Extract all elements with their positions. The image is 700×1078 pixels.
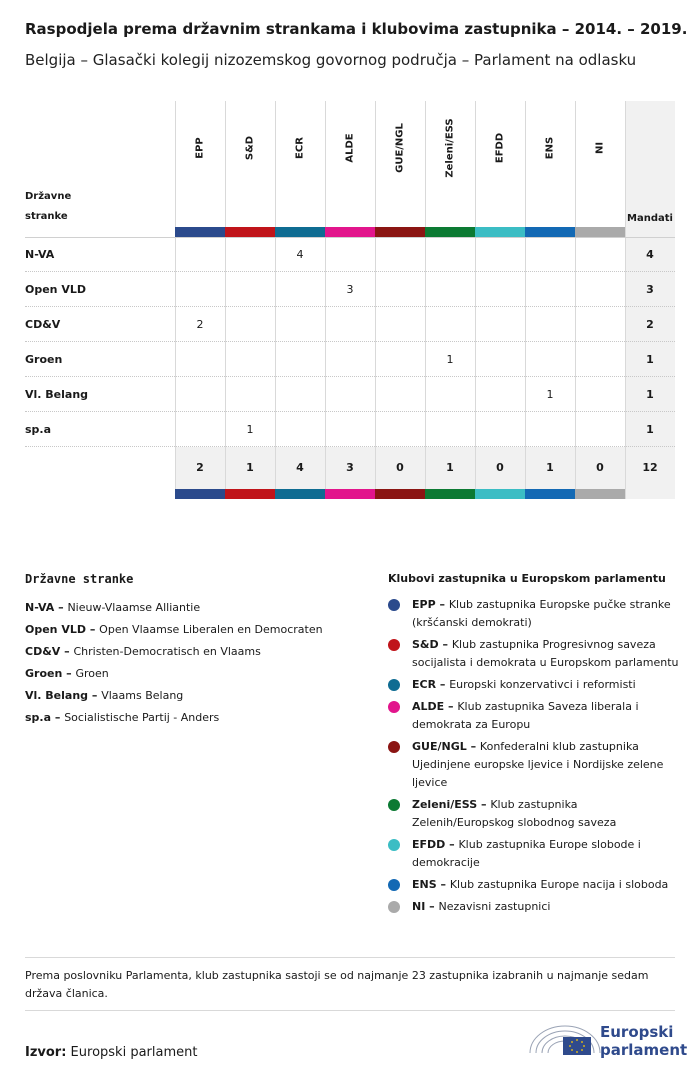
group-header-label: ALDE — [344, 133, 356, 163]
group-color-strip-bottom — [525, 489, 575, 499]
legend-dot-icon — [388, 639, 400, 651]
legend-party-item — [25, 641, 365, 663]
group-header-label: ENS — [544, 136, 556, 160]
group-color-strip-bottom — [225, 489, 275, 499]
group-header-label: EPP — [194, 137, 206, 159]
seat-value: 4 — [296, 248, 304, 261]
legend-dot-icon — [388, 701, 400, 713]
legend-party-item — [25, 597, 365, 619]
legend-party-item — [25, 619, 365, 641]
seat-value: 1 — [546, 388, 554, 401]
legend-group-name: Klub zastupnika Europske pučke stranke (kršćanski demokrati) — [412, 598, 671, 629]
group-header-epp — [175, 101, 225, 229]
row-total: 1 — [646, 353, 654, 366]
group-color-strip-bottom — [175, 489, 225, 499]
row-party-name: Groen — [25, 353, 63, 366]
table-row — [25, 377, 675, 412]
row-total: 4 — [646, 248, 654, 261]
table-row — [25, 307, 675, 342]
legend-party-sep: – — [62, 667, 76, 680]
group-total: 2 — [196, 461, 204, 474]
legend-groups — [388, 596, 680, 920]
group-color-strip-top — [175, 227, 225, 237]
divider-bottom — [25, 1010, 675, 1011]
legend-group-item — [388, 636, 680, 672]
row-total: 2 — [646, 318, 654, 331]
legend-group-abbr: ECR — [412, 678, 437, 691]
legend-group-name: Klub zastupnika Zelenih/Europskog slobodnog saveza — [412, 798, 617, 829]
legend-dot-icon — [388, 901, 400, 913]
legend-dot-icon — [388, 679, 400, 691]
legend-parties — [25, 597, 365, 729]
group-total: 0 — [396, 461, 404, 474]
group-total: 1 — [246, 461, 254, 474]
group-total: 1 — [446, 461, 454, 474]
legend-party-item — [25, 663, 365, 685]
group-header-ni — [575, 101, 625, 229]
legend-group-name: Klub zastupnika Europe slobode i demokracije — [412, 838, 641, 869]
legend-group-name: Klub zastupnika Europe nacija i sloboda — [449, 878, 669, 891]
table-row — [25, 237, 675, 272]
legend-group-sep: – — [466, 740, 480, 753]
legend-party-name: Socialistische Partij - Anders — [64, 711, 220, 724]
legend-party-item — [25, 685, 365, 707]
group-color-strip-bottom — [375, 489, 425, 499]
legend-group-name: Konfederalni klub zastupnika Ujedinjene europske ljevice i Nordijske zelene ljevice — [412, 740, 664, 789]
legend-party-abbr: Groen — [25, 667, 63, 680]
legend-group-item — [388, 836, 680, 872]
group-header-label: GUE/NGL — [394, 123, 406, 173]
group-color-strip-top — [425, 227, 475, 237]
grand-total: 12 — [642, 461, 658, 474]
legend-party-abbr: sp.a — [25, 711, 52, 724]
legend-group-abbr: Zeleni/ESS — [412, 798, 478, 811]
group-header-ecr — [275, 101, 325, 229]
legend-dot-icon — [388, 839, 400, 851]
legend-party-sep: – — [88, 689, 102, 702]
legend-group-abbr: EFDD — [412, 838, 446, 851]
table-row — [25, 272, 675, 307]
total-header: Mandati — [627, 213, 673, 224]
legend-group-sep: – — [438, 638, 452, 651]
legend-party-item — [25, 707, 365, 729]
group-color-strip-top — [275, 227, 325, 237]
legend-party-sep: – — [86, 623, 100, 636]
row-party-name: N-VA — [25, 248, 55, 261]
chart-title: Raspodjela prema državnim strankama i klubovima zastupnika – 2014. – 2019. — [25, 20, 688, 38]
table-row — [25, 342, 675, 377]
legend-party-name: Nieuw-Vlaamse Alliantie — [67, 601, 201, 614]
legend-group-item — [388, 596, 680, 632]
group-header-label: NI — [594, 141, 606, 155]
legend-party-name: Open Vlaamse Liberalen en Democraten — [99, 623, 323, 636]
group-header-efdd — [475, 101, 525, 229]
logo-line-1: Europski — [600, 1023, 674, 1041]
legend-party-name: Christen-Democratisch en Vlaams — [73, 645, 261, 658]
legend-parties-title: Državne stranke — [25, 572, 134, 586]
row-party-name: CD&V — [25, 318, 61, 331]
group-total: 3 — [346, 461, 354, 474]
table-row — [25, 412, 675, 447]
group-color-strip-bottom — [275, 489, 325, 499]
row-party-name: Vl. Belang — [25, 388, 89, 401]
legend-party-abbr: Open VLD — [25, 623, 86, 636]
row-total: 1 — [646, 388, 654, 401]
source-value: Europski parlament — [66, 1045, 198, 1060]
row-header — [25, 187, 71, 227]
group-color-strip-bottom — [425, 489, 475, 499]
seat-table — [25, 101, 675, 499]
group-header-label: Zeleni/ESS — [444, 118, 456, 178]
legend-group-abbr: S&D — [412, 638, 439, 651]
chart-subtitle: Belgija – Glasački kolegij nizozemskog govornog područja – Parlament na odlasku — [25, 51, 637, 69]
group-color-strip-top — [475, 227, 525, 237]
legend-party-sep: – — [54, 601, 68, 614]
group-color-strip-bottom — [325, 489, 375, 499]
legend-group-sep: – — [425, 900, 439, 913]
source-label: Izvor: — [25, 1045, 67, 1060]
group-color-strip-top — [575, 227, 625, 237]
seat-value: 2 — [196, 318, 204, 331]
row-total: 1 — [646, 423, 654, 436]
legend-dot-icon — [388, 741, 400, 753]
seat-value: 3 — [346, 283, 354, 296]
group-total: 0 — [496, 461, 504, 474]
row-party-name: Open VLD — [25, 283, 86, 296]
group-color-strip-bottom — [475, 489, 525, 499]
legend-group-abbr: NI — [412, 900, 426, 913]
group-header-label: ECR — [294, 137, 306, 159]
logo-text — [600, 1023, 687, 1059]
row-header-line-2: stranke — [25, 211, 68, 222]
group-header-gue-ngl — [375, 101, 425, 229]
legend-dot-icon — [388, 879, 400, 891]
group-header-label: S&D — [244, 135, 256, 161]
legend-party-name: Groen — [75, 667, 109, 680]
source — [25, 1045, 197, 1060]
legend-group-name: Klub zastupnika Progresivnog saveza socijalista i demokrata u Europskom parlamentu — [412, 638, 679, 669]
group-header-alde — [325, 101, 375, 229]
group-color-strip-top — [325, 227, 375, 237]
legend-group-item — [388, 796, 680, 832]
row-total: 3 — [646, 283, 654, 296]
legend-group-sep: – — [445, 838, 459, 851]
row-party-name: sp.a — [25, 423, 52, 436]
legend-group-sep: – — [477, 798, 491, 811]
legend-group-sep: – — [436, 678, 450, 691]
legend-group-item — [388, 698, 680, 734]
group-total: 0 — [596, 461, 604, 474]
legend-party-sep: – — [60, 645, 74, 658]
legend-dot-icon — [388, 599, 400, 611]
legend-group-name: Nezavisni zastupnici — [438, 900, 551, 913]
divider-top — [25, 957, 675, 958]
legend-group-item — [388, 898, 680, 916]
legend-dot-icon — [388, 799, 400, 811]
seat-value: 1 — [246, 423, 254, 436]
legend-party-abbr: Vl. Belang — [25, 689, 89, 702]
group-header-label: EFDD — [494, 132, 506, 164]
legend-group-item — [388, 876, 680, 894]
group-header-s-d — [225, 101, 275, 229]
legend-party-name: Vlaams Belang — [101, 689, 184, 702]
group-total: 4 — [296, 461, 304, 474]
legend-group-abbr: GUE/NGL — [412, 740, 467, 753]
logo-line-2: parlament — [600, 1041, 688, 1059]
group-total: 1 — [546, 461, 554, 474]
seat-value: 1 — [446, 353, 454, 366]
legend-group-abbr: ENS — [412, 878, 437, 891]
group-color-strip-top — [225, 227, 275, 237]
group-color-strip-top — [525, 227, 575, 237]
group-color-strip-bottom — [575, 489, 625, 499]
legend-group-name: Klub zastupnika Saveza liberala i demokrata za Europu — [412, 700, 639, 731]
group-header-zeleni-ess — [425, 101, 475, 229]
legend-party-abbr: CD&V — [25, 645, 61, 658]
legend-group-sep: – — [435, 598, 449, 611]
legend-group-sep: – — [436, 878, 450, 891]
legend-party-sep: – — [51, 711, 65, 724]
group-color-strip-top — [375, 227, 425, 237]
legend-group-abbr: ALDE — [412, 700, 445, 713]
legend-group-sep: – — [444, 700, 458, 713]
legend-party-abbr: N-VA — [25, 601, 55, 614]
legend-group-item — [388, 676, 680, 694]
legend-group-name: Europski konzervativci i reformisti — [449, 678, 636, 691]
row-header-line-1: Državne — [25, 191, 72, 202]
footnote: Prema poslovniku Parlamenta, klub zastupnika sastoji se od najmanje 23 zastupnika izabranih u najmanje sedam država članica. — [25, 969, 649, 1000]
legend-group-abbr: EPP — [412, 598, 436, 611]
legend-groups-title: Klubovi zastupnika u Europskom parlamentu — [388, 572, 666, 585]
legend-group-item — [388, 738, 680, 792]
group-header-ens — [525, 101, 575, 229]
